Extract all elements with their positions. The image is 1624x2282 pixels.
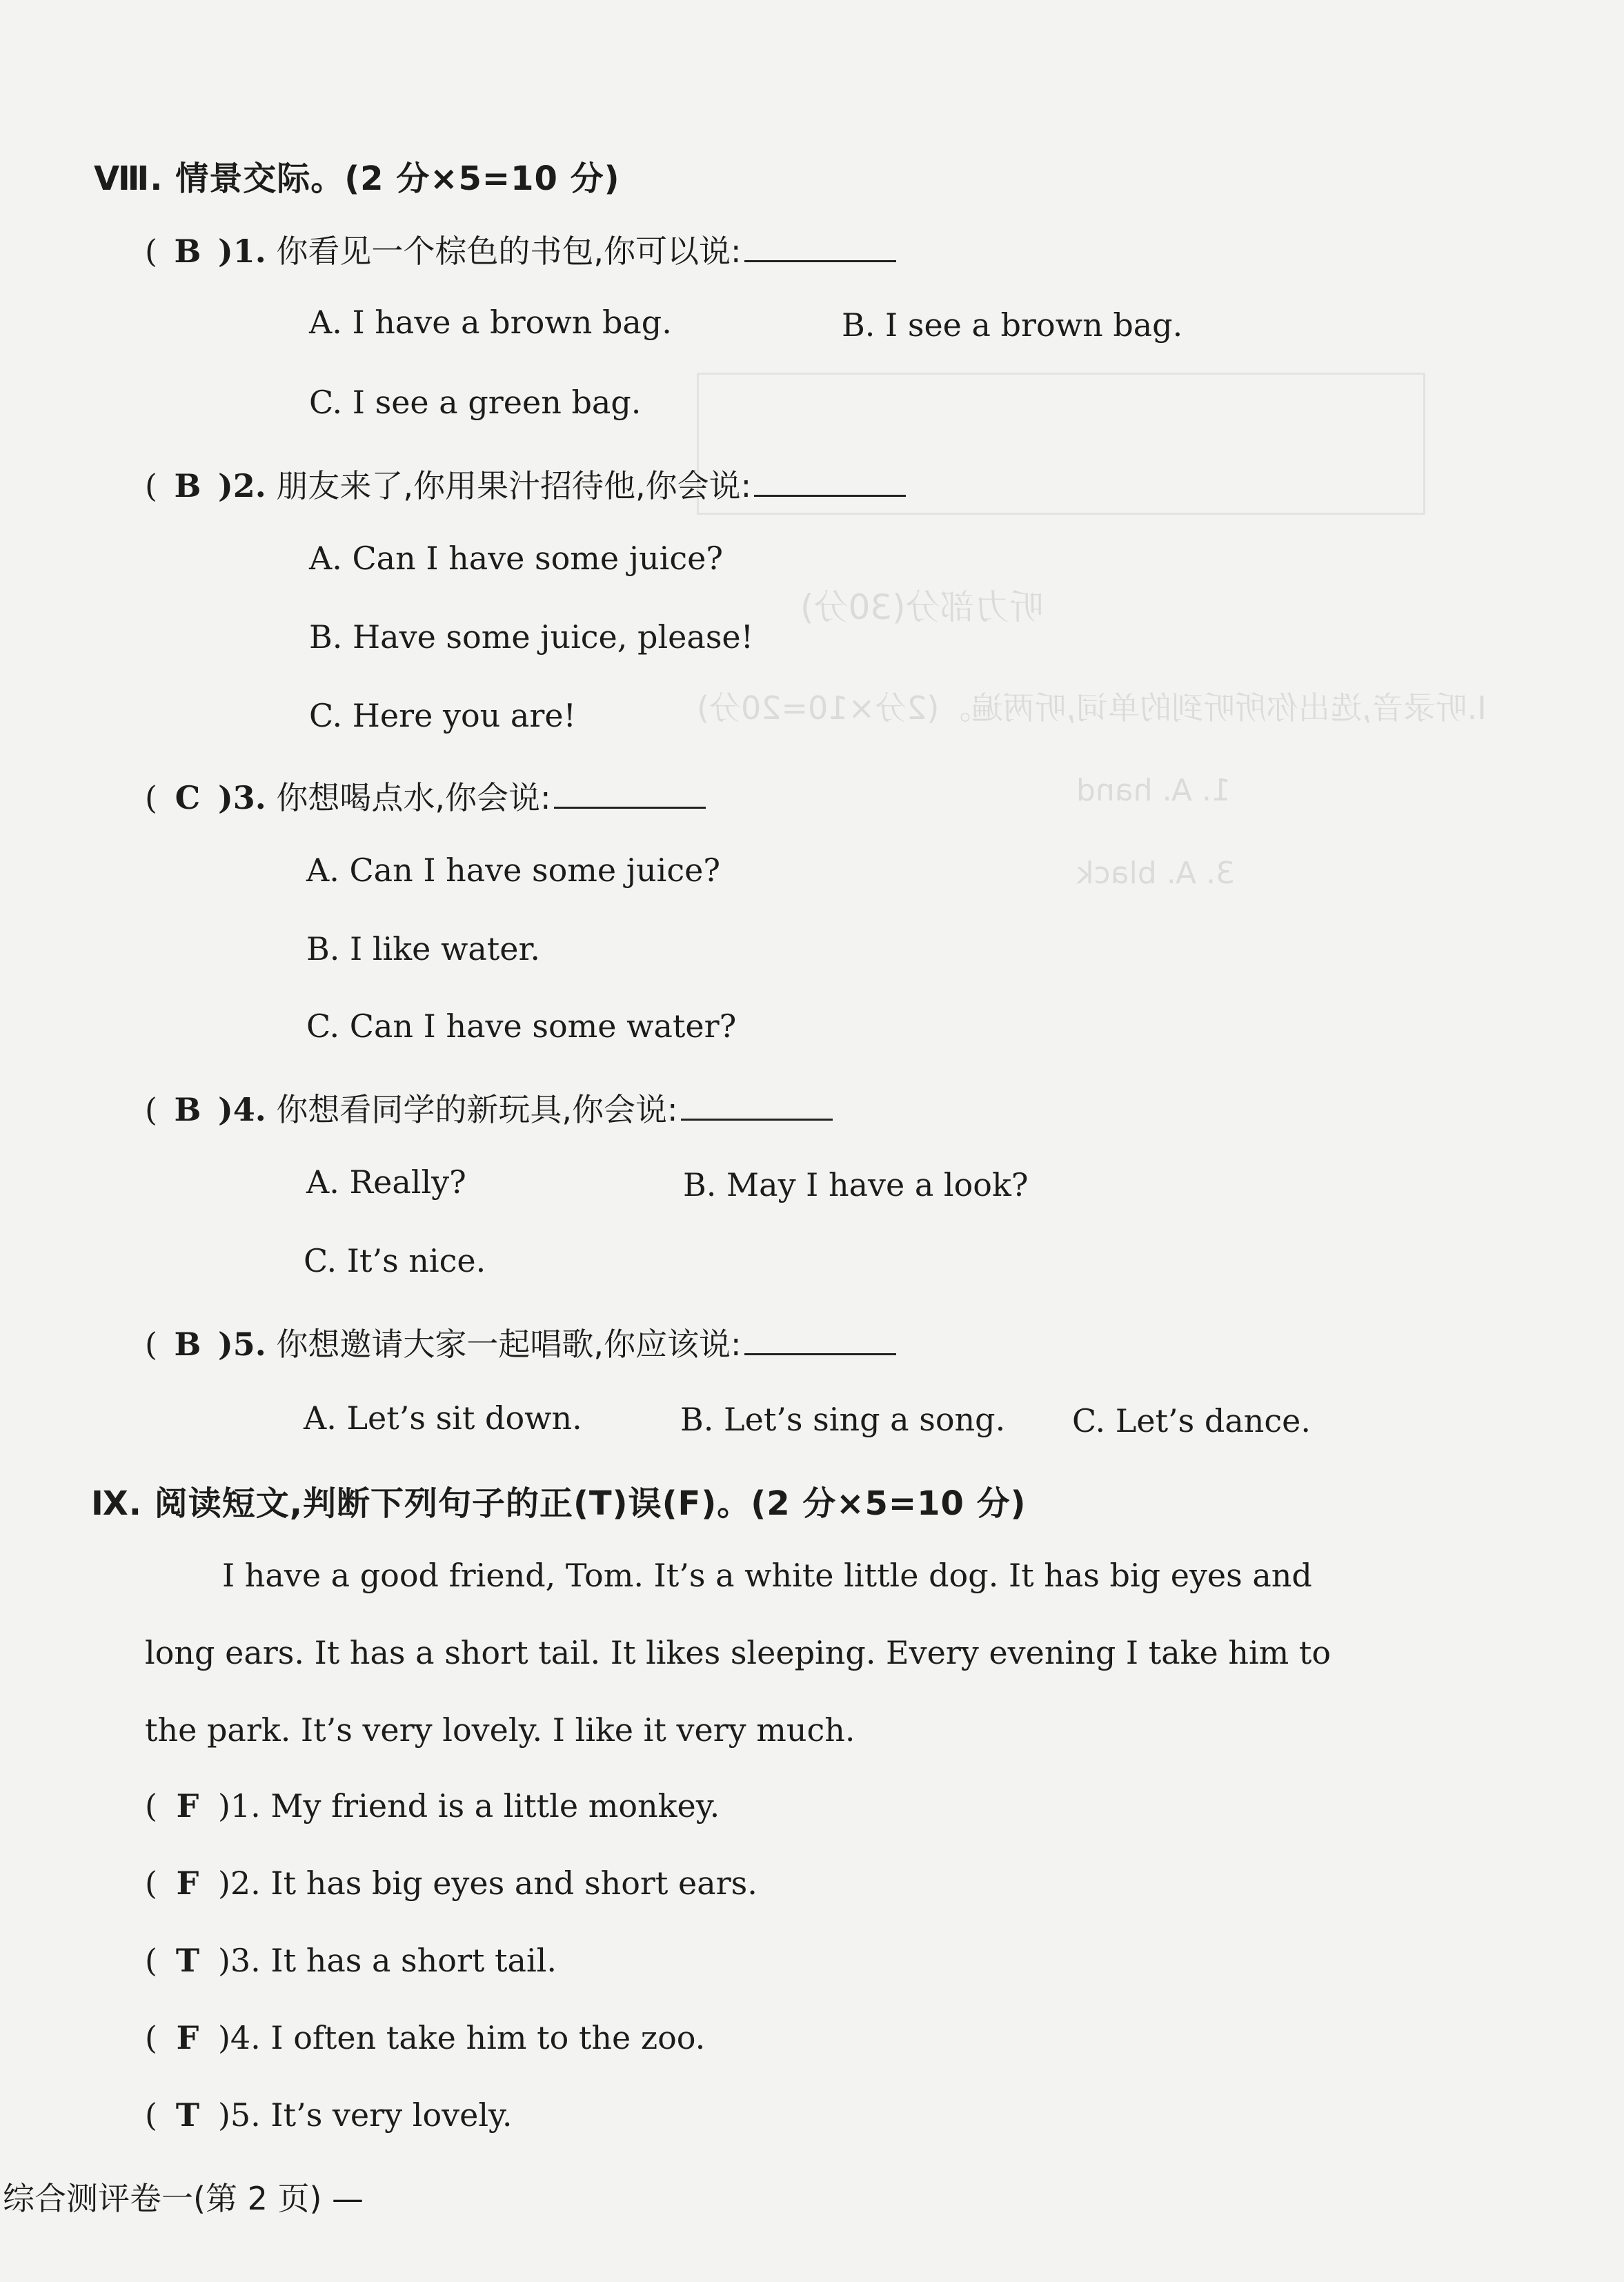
- statement-5: [145, 2096, 513, 2134]
- passage-line-1: I have a good friend, Tom. It’s a white little dog. It has big eyes and: [222, 1557, 1312, 1594]
- answer-blank: [754, 474, 906, 497]
- option-c: C. Here you are!: [309, 697, 577, 734]
- option-b: B. Let’s sing a song.: [680, 1401, 1006, 1438]
- bleed-through-text: 听力部分(30分): [800, 587, 1044, 627]
- open-paren: (: [145, 233, 157, 270]
- open-paren: (: [145, 2019, 157, 2056]
- option-c: C. I see a green bag.: [309, 384, 642, 421]
- option-a: A. Can I have some juice?: [306, 852, 721, 889]
- option-b: B. I see a brown bag.: [842, 306, 1183, 344]
- option-b: B. Have some juice, please!: [309, 618, 754, 656]
- answer-blank: [554, 786, 706, 809]
- question-number: )1.: [217, 233, 266, 270]
- question-3: [145, 773, 706, 818]
- bleed-through-text: Ⅰ.听录音,选出你所听到的单词,听两遍。(2分×10=20分): [697, 689, 1487, 727]
- answer-mark: T: [175, 2096, 200, 2134]
- question-number: )5.: [217, 1326, 266, 1363]
- answer-mark: T: [175, 1942, 200, 1979]
- question-stem: 朋友来了,你用果汁招待他,你会说:: [276, 467, 752, 504]
- statement-text: )1. My friend is a little monkey.: [217, 1787, 720, 1824]
- answer-mark: B: [174, 1326, 201, 1363]
- statement-text: )5. It’s very lovely.: [217, 2096, 513, 2134]
- answer-mark: B: [174, 467, 201, 504]
- option-c: C. It’s nice.: [304, 1242, 486, 1279]
- question-number: )3.: [217, 779, 266, 816]
- bleed-through-text: 3. A. black: [1076, 856, 1236, 891]
- answer-mark: F: [176, 1787, 199, 1824]
- question-stem: 你想邀请大家一起唱歌,你应该说:: [276, 1326, 742, 1363]
- open-paren: (: [145, 779, 157, 816]
- open-paren: (: [145, 1865, 157, 1902]
- question-1: [145, 226, 896, 272]
- question-stem: 你看见一个棕色的书包,你可以说:: [276, 233, 742, 270]
- open-paren: (: [145, 467, 157, 504]
- option-c: C. Let’s dance.: [1072, 1402, 1311, 1439]
- open-paren: (: [145, 1942, 157, 1979]
- answer-blank: [744, 239, 896, 262]
- open-paren: (: [145, 2096, 157, 2134]
- statement-2: [145, 1865, 757, 1902]
- option-b: B. I like water.: [306, 930, 541, 967]
- statement-1: [145, 1787, 720, 1824]
- answer-mark: B: [174, 1091, 201, 1128]
- option-c: C. Can I have some water?: [306, 1007, 737, 1045]
- open-paren: (: [145, 1091, 157, 1128]
- answer-blank: [744, 1332, 896, 1355]
- option-a: A. Really?: [306, 1163, 466, 1201]
- statement-text: )4. I often take him to the zoo.: [217, 2019, 706, 2056]
- option-a: A. Let’s sit down.: [304, 1399, 582, 1437]
- section-8-title: Ⅷ. 情景交际。(2 分×5=10 分): [94, 159, 620, 198]
- question-number: )2.: [217, 467, 266, 504]
- answer-mark: F: [176, 1865, 199, 1902]
- option-b: B. May I have a look?: [683, 1166, 1029, 1203]
- page-footer: 综合测评卷一(第 2 页) —: [3, 2180, 364, 2217]
- section-9-title: Ⅸ. 阅读短文,判断下列句子的正(T)误(F)。(2 分×5=10 分): [91, 1484, 1027, 1523]
- question-2: [145, 461, 906, 506]
- open-paren: (: [145, 1787, 157, 1824]
- question-stem: 你想看同学的新玩具,你会说:: [276, 1091, 678, 1128]
- statement-text: )2. It has big eyes and short ears.: [217, 1865, 757, 1902]
- question-4: [145, 1085, 833, 1130]
- open-paren: (: [145, 1326, 157, 1363]
- answer-mark: C: [175, 779, 201, 816]
- answer-mark: B: [174, 233, 201, 270]
- bleed-through-text: 1. A. hand: [1076, 773, 1231, 808]
- question-stem: 你想喝点水,你会说:: [276, 779, 551, 816]
- answer-mark: F: [176, 2019, 199, 2056]
- question-number: )4.: [217, 1091, 266, 1128]
- option-a: A. I have a brown bag.: [309, 304, 672, 341]
- passage-line-3: the park. It’s very lovely. I like it very much.: [145, 1711, 855, 1749]
- question-5: [145, 1319, 896, 1365]
- option-a: A. Can I have some juice?: [309, 540, 724, 577]
- statement-3: [145, 1942, 557, 1979]
- statement-text: )3. It has a short tail.: [217, 1942, 557, 1979]
- statement-4: [145, 2019, 705, 2056]
- answer-blank: [681, 1098, 833, 1121]
- passage-line-2: long ears. It has a short tail. It likes sleeping. Every evening I take him to: [145, 1634, 1331, 1671]
